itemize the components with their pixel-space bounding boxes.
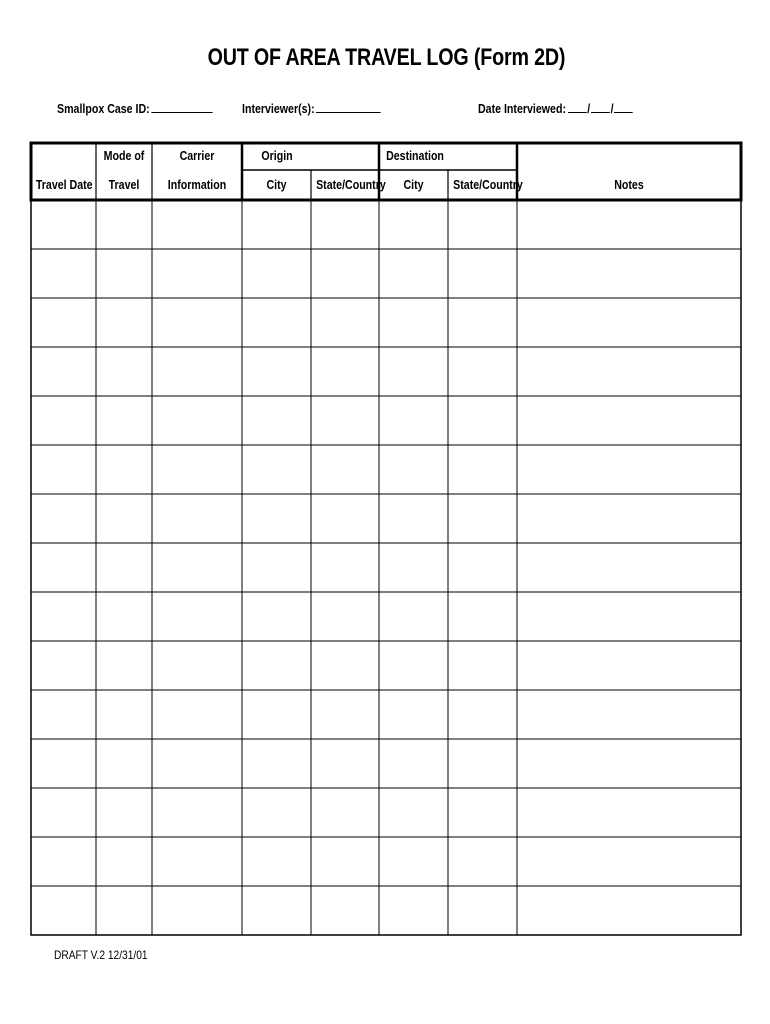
interviewers-blank[interactable] bbox=[316, 100, 381, 113]
header-origin-city: City bbox=[266, 178, 287, 192]
header-travel-date: Travel Date bbox=[35, 178, 93, 192]
table-row[interactable] bbox=[31, 641, 741, 690]
form-title: OUT OF AREA TRAVEL LOG (Form 2D) bbox=[207, 44, 566, 71]
table-row[interactable] bbox=[31, 837, 741, 886]
date-year-blank[interactable] bbox=[614, 100, 633, 113]
header-origin: Origin bbox=[261, 149, 293, 163]
table-row[interactable] bbox=[31, 886, 741, 935]
interviewers-label: Interviewer(s): bbox=[242, 102, 315, 116]
table-row[interactable] bbox=[31, 298, 741, 347]
table-row[interactable] bbox=[31, 543, 741, 592]
draft-version-footer: DRAFT V.2 12/31/01 bbox=[54, 948, 148, 962]
case-id-blank[interactable] bbox=[151, 100, 212, 113]
interviewers-field[interactable] bbox=[242, 100, 381, 116]
header-mode-of: Mode of bbox=[103, 149, 145, 163]
header-carrier: Carrier bbox=[179, 149, 215, 163]
table-row[interactable] bbox=[31, 592, 741, 641]
header-notes: Notes bbox=[614, 178, 644, 192]
table-row[interactable] bbox=[31, 445, 741, 494]
date-interviewed-label: Date Interviewed: bbox=[478, 102, 566, 116]
table-row[interactable] bbox=[31, 249, 741, 298]
table-row[interactable] bbox=[31, 347, 741, 396]
table-row[interactable] bbox=[31, 690, 741, 739]
case-id-label: Smallpox Case ID: bbox=[57, 102, 150, 116]
case-id-field[interactable] bbox=[57, 100, 213, 116]
date-separator-1: / bbox=[587, 102, 591, 116]
date-day-blank[interactable] bbox=[591, 100, 610, 113]
header-destination-state-country: State/Country bbox=[453, 178, 523, 192]
date-interviewed-field[interactable] bbox=[478, 100, 633, 116]
header-destination: Destination bbox=[386, 149, 444, 163]
table-row[interactable] bbox=[31, 396, 741, 445]
header-information: Information bbox=[167, 178, 227, 192]
table-row[interactable] bbox=[31, 788, 741, 837]
table-row[interactable] bbox=[31, 200, 741, 249]
table-row[interactable] bbox=[31, 494, 741, 543]
table-row[interactable] bbox=[31, 739, 741, 788]
date-month-blank[interactable] bbox=[568, 100, 587, 113]
date-separator-2: / bbox=[610, 102, 614, 116]
header-destination-city: City bbox=[403, 178, 424, 192]
header-travel: Travel bbox=[108, 178, 140, 192]
header-origin-state-country: State/Country bbox=[316, 178, 386, 192]
